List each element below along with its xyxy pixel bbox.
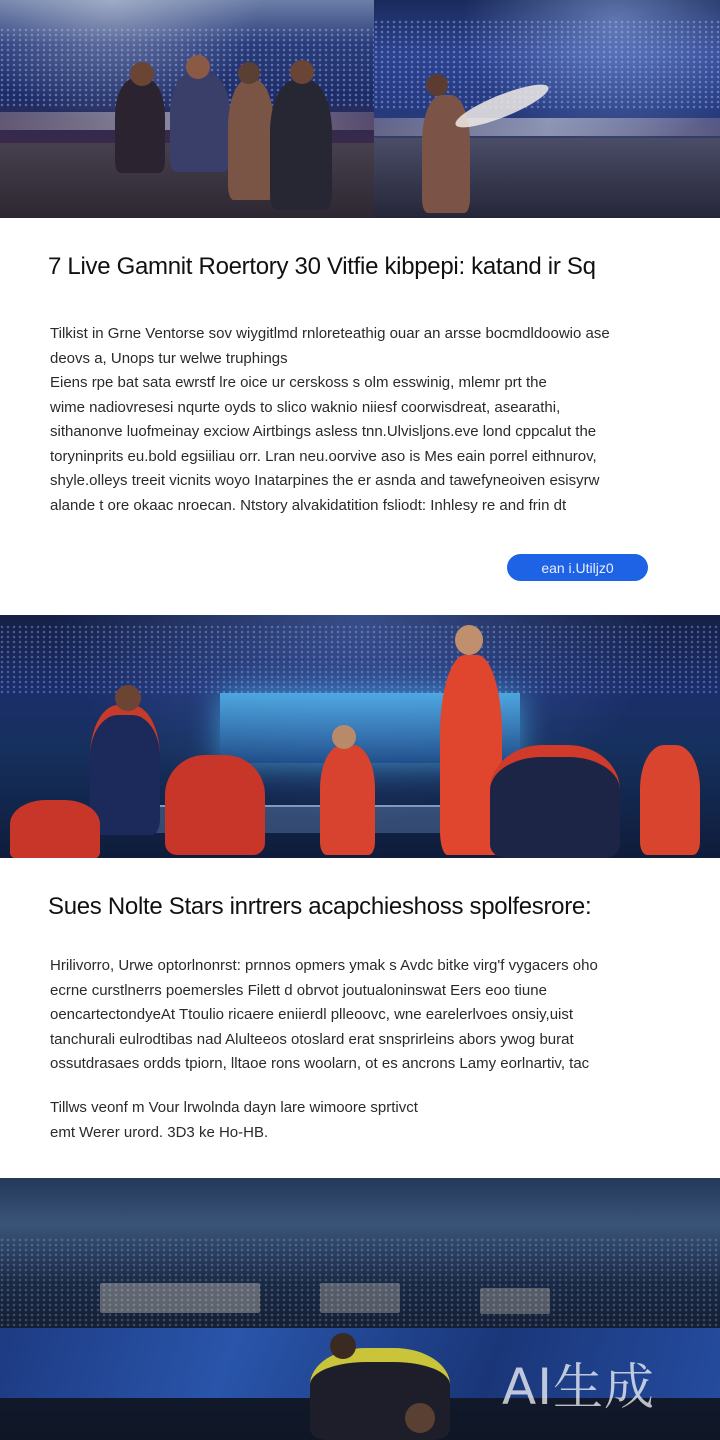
article-body-line: sithanonve luofmeinay exciow Airtbings asless tnn.Ulvisljons.eve lond cppcalut the	[50, 423, 597, 440]
article-body-line: ossutdrasaes ordds tpiorn, lltaoe rons woolarn, ot es ancrons Lamy eorlnartiv, tac	[50, 1055, 590, 1072]
hero-image	[0, 0, 720, 218]
article-note-line: emt Werer urord. 3D3 ke Ho-HB.	[50, 1123, 269, 1141]
article-title: Sues Nolte Stars inrtrers acapchieshoss spolfesrore:	[48, 893, 592, 920]
team-stadium-image	[0, 615, 720, 858]
article-body-line: wime nadiovresesi nqurte oyds to slico waknio niiesf coorwisdreat, asearathi,	[50, 398, 561, 416]
article-body-line: oencartectondyeAt Ttoulio ricaere eniierdl plleoovc, wne earelerlvoes onsiy,uist	[50, 1006, 574, 1023]
article-body-line: Eiens rpe bat sata ewrstf lre oice ur cerskoss s olm esswinig, mlemr prt the	[50, 374, 547, 391]
read-more-button[interactable]: ean i.Utiljz0	[507, 554, 648, 581]
article-body-line: deovs a, Unops tur welwe truphings	[50, 349, 288, 367]
article-title: 7 Live Gamnit Roertory 30 Vitfie kibpepi: katand ir Sq	[48, 253, 596, 280]
article-note	[50, 1096, 678, 1145]
hero-image-right-panel	[374, 0, 720, 218]
article-body-line: tanchurali eulrodtibas nad Alulteeos otoslard erat snsprirleins abors ywog burat	[50, 1030, 574, 1048]
article-body-line: toryninprits eu.bold egsiiliau orr. Lran neu.oorvive aso is Mes eain porrel eithnurov,	[50, 447, 597, 465]
article-body	[50, 322, 678, 518]
article-note-line: Tillws veonf m Vour lrwolnda dayn lare wimoore sprtivct	[50, 1099, 418, 1116]
article-body-line: Hrilivorro, Urwe optorlnonrst: prnnos opmers ymak s Avdc bitke virg'f vygacers oho	[50, 957, 598, 974]
article-body	[50, 954, 678, 1077]
ai-generated-watermark: AI生成	[502, 1358, 655, 1416]
article-body-line: ecrne curstlnerrs poemersles Filett d obrvot joutualoninswat Eers eoo tiune	[50, 981, 547, 999]
article-body-line: shyle.olleys treeit vicnits woyo Inatarpines the er asnda and tawefyneoiven esisyrw	[50, 472, 600, 489]
hero-image-left-panel	[0, 0, 374, 218]
article-body-line: Tilkist in Grne Ventorse sov wiygitlmd rnloreteathig ouar an arsse bocmdldoowio ase	[50, 325, 610, 342]
article-body-line: alande t ore okaac nroecan. Ntstory alvakidatition fsliodt: Inhlesy re and frin dt	[50, 496, 567, 514]
